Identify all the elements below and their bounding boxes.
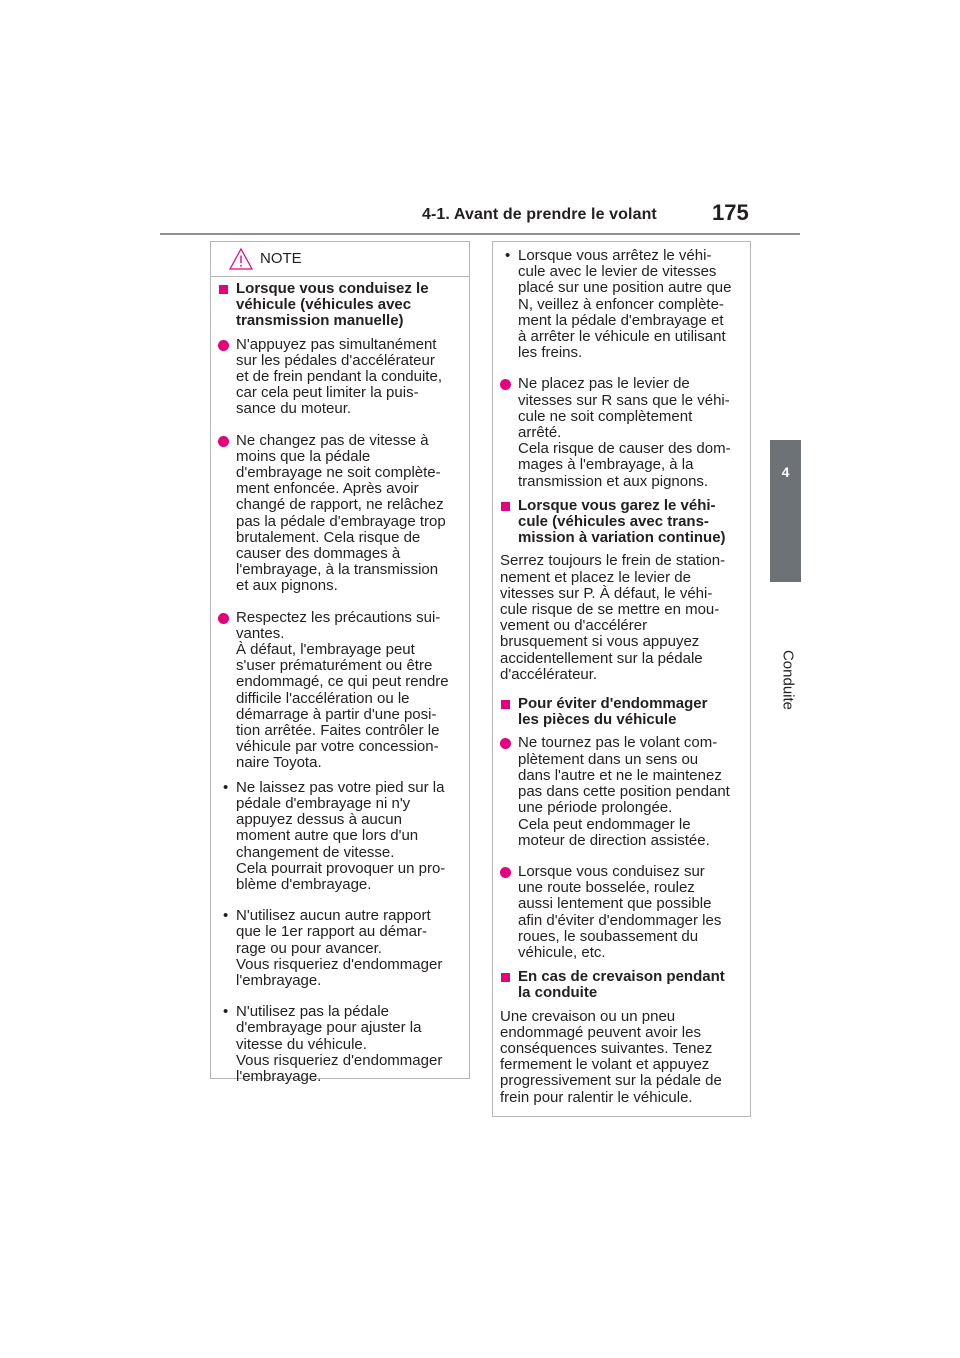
sub-list-item: • N'utilisez aucun autre rapport que le 1er rapport au démar- rage ou pour avancer. Vous risqueriez d'endommager l'embrayage.	[218, 908, 460, 989]
chapter-number: 4	[781, 464, 790, 480]
note-label: NOTE	[260, 250, 302, 267]
sub-list-item: • Lorsque vous arrêtez le véhi- cule avec le levier de vitesses placé sur une position autre que N, veillez à enfoncer complète- ment la pédale d'embrayage et à arrêter le véhicule en utilisant les freins.	[500, 248, 741, 361]
paragraph: Serrez toujours le frein de station- nement et placez le levier de vitesses sur P. À défaut, le véhi- cule risque de se mettre en mou- vement ou d'accélérer brusquement si vous appuyez accidentellement sur la pédale d'accélérateur.	[500, 552, 726, 683]
note-box	[210, 241, 470, 1085]
heading-flat-tire: En cas de crevaison pendant la conduite	[500, 969, 741, 1001]
page-number: 175	[712, 200, 749, 225]
heading-parking-cvt: Lorsque vous garez le véhi- cule (véhicules avec trans- mission à variation continue)	[500, 498, 741, 547]
warning-triangle-icon	[228, 247, 254, 271]
note-header	[211, 242, 469, 277]
sub-list-item: • Ne laissez pas votre pied sur la pédale d'embrayage ni n'y appuyez dessus à aucun moment autre que lors d'un changement de vitesse. Cela pourrait provoquer un pro- blème d'embrayage.	[218, 780, 460, 893]
paragraph: Une crevaison ou un pneu endommagé peuvent avoir les conséquences suivantes. Tenez fermement le volant et appuyez progressivement sur la pédale de frein pour ralentir le véhicule.	[500, 1007, 722, 1106]
header-rule	[160, 233, 800, 235]
list-item: Respectez les précautions sui- vantes. À défaut, l'embrayage peut s'user prématurément ou être endommagé, ce qui peut rendre difficile l'accélération ou le démarrage à partir d'une posi- tion arrêtée. Faites contrôler le véhicule par votre concession- naire Toyota.	[218, 610, 460, 772]
list-item: Ne tournez pas le volant com- plètement dans un sens ou dans l'autre et ne le maintenez pas dans cette position pendant une période prolongée. Cela peut endommager le moteur de direction assistée.	[500, 735, 741, 848]
chapter-tab[interactable]	[770, 440, 801, 582]
list-item: Ne placez pas le levier de vitesses sur R sans que le véhi- cule ne soit complètement arrêté. Cela risque de causer des dom- mages à l'embrayage, à la transmission et aux pignons.	[500, 376, 741, 489]
chapter-label-wrap	[768, 620, 808, 740]
list-item: N'appuyez pas simultanément sur les pédales d'accélérateur et de frein pendant la conduite, car cela peut limiter la puis- sance du moteur.	[218, 337, 460, 418]
note-box-continued	[492, 241, 751, 1117]
section-title: 4-1. Avant de prendre le volant	[422, 206, 657, 223]
list-item: Lorsque vous conduisez sur une route bosselée, roulez aussi lentement que possible afin d'éviter d'endommager les roues, le soubassement du véhicule, etc.	[500, 864, 741, 961]
note-right-content	[493, 242, 750, 1106]
chapter-label: Conduite	[779, 649, 797, 711]
heading-avoid-damage: Pour éviter d'endommager les pièces du véhicule	[500, 696, 741, 728]
note-left-content	[211, 277, 469, 1085]
list-item: Ne changez pas de vitesse à moins que la pédale d'embrayage ne soit complète- ment enfoncée. Après avoir changé de rapport, ne relâchez pas la pédale d'embrayage trop brutalement. Cela risque de causer des dommages à l'embrayage, à la transmission et aux pignons.	[218, 433, 460, 595]
heading-manual-transmission: Lorsque vous conduisez le véhicule (véhicules avec transmission manuelle)	[218, 281, 460, 330]
sub-list-item: • N'utilisez pas la pédale d'embrayage pour ajuster la vitesse du véhicule. Vous risqueriez d'endommager l'embrayage.	[218, 1004, 460, 1085]
